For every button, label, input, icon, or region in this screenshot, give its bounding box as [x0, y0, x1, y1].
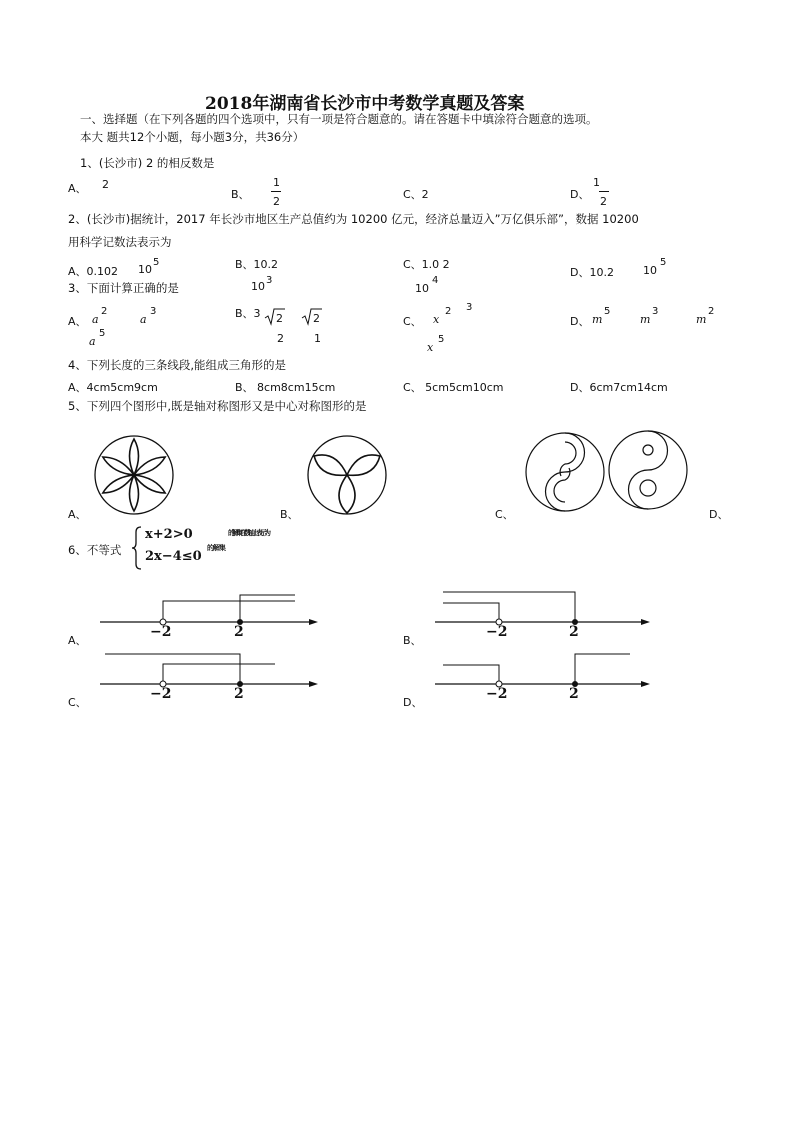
- q3-c-exp3: 5: [438, 334, 445, 345]
- q5-option-c: C、: [495, 508, 514, 521]
- q3-d-label: D、: [570, 315, 590, 328]
- q2-d-label: D、10.2: [570, 266, 614, 279]
- q3-b-label: B、3: [235, 307, 261, 320]
- q6-tail-overlap-2: 的解集: [207, 544, 225, 552]
- q1-d-fraction-bar: [599, 191, 609, 192]
- q5-option-a: A、: [68, 508, 87, 521]
- q5-option-b: B、: [280, 508, 299, 521]
- q6-c-tick-left: −2: [150, 686, 172, 702]
- q2-a-exponent: 5: [153, 257, 160, 268]
- q5-figure-d-yinyang-icon: [606, 428, 690, 512]
- q2-c-exponent: 4: [432, 275, 439, 286]
- q5-option-d: D、: [709, 508, 729, 521]
- q3-stem: 3、下面计算正确的是: [68, 281, 179, 295]
- q3-a-term2: a: [140, 313, 147, 326]
- q2-stem-line1: 2、(长沙市)据统计，2017 年长沙市地区生产总值约为 10200 亿元，经济总量迈入”万亿俱乐部”，数据 10200: [68, 212, 639, 226]
- q1-d-label: D、: [570, 188, 590, 201]
- q6-stem: 6、不等式: [68, 543, 122, 557]
- q3-b-radicand1: 2: [276, 312, 283, 325]
- q2-b-label: B、10.2: [235, 258, 279, 271]
- q6-brace-icon: [132, 526, 142, 570]
- q2-stem-line2: 用科学记数法表示为: [68, 235, 172, 249]
- q1-b-numerator: 1: [273, 176, 280, 189]
- q3-d-exp1: 5: [604, 306, 611, 317]
- q2-b-exponent: 3: [266, 275, 273, 286]
- q3-c-variable: x: [433, 313, 440, 326]
- q3-c-variable2: x: [427, 341, 434, 354]
- q5-figure-c-swirl-icon: [523, 430, 607, 514]
- q3-a-label: A、: [68, 315, 87, 328]
- q3-a-exp3: 5: [99, 328, 106, 339]
- q6-tail-overlap-1: 的解集在数轴上表示为: [228, 529, 268, 537]
- q3-c-exp1: 2: [445, 306, 452, 317]
- q3-d-exp2: 3: [652, 306, 659, 317]
- q1-b-fraction-bar: [271, 191, 281, 192]
- q6-d-tick-left: −2: [486, 686, 508, 702]
- section-instructions-line2: 本大 题共12个小题，每小题3分，共36分）: [80, 130, 305, 144]
- q3-c-exp2: 3: [466, 302, 473, 313]
- q1-a-value: 2: [102, 178, 109, 191]
- q6-d-number-line: [435, 651, 655, 691]
- q5-figure-b-trefoil-icon: [305, 433, 389, 517]
- q2-d-exponent: 5: [660, 257, 667, 268]
- q4-option-d: D、6cm7cm14cm: [570, 381, 668, 394]
- q6-option-b: B、: [403, 634, 422, 647]
- q4-option-c: C、 5cm5cm10cm: [403, 381, 504, 394]
- q6-option-a: A、: [68, 634, 87, 647]
- q3-b-coef1: 2: [277, 332, 284, 345]
- q3-d-exp3: 2: [708, 306, 715, 317]
- q6-b-tick-right: 2: [569, 624, 579, 640]
- q6-inequality-2: 2x−4≤0: [145, 549, 202, 564]
- q1-d-denominator: 2: [600, 195, 607, 208]
- q1-option-c: C、2: [403, 188, 429, 201]
- q6-c-tick-right: 2: [234, 686, 244, 702]
- q3-d-term1: m: [592, 313, 603, 326]
- section-instructions-line1: 一、选择题（在下列各题的四个选项中，只有一项是符合题意的。请在答题卡中填涂符合题意的选项。: [80, 112, 598, 126]
- q3-a-term3: a: [89, 335, 96, 348]
- q4-option-b: B、 8cm8cm15cm: [235, 381, 336, 394]
- q2-a-label: A、0.102: [68, 265, 119, 278]
- q2-c-label: C、1.0 2: [403, 258, 450, 271]
- q6-d-tick-right: 2: [569, 686, 579, 702]
- q6-b-number-line: [435, 589, 655, 629]
- q3-d-term3: m: [696, 313, 707, 326]
- q5-stem: 5、下列四个图形中,既是轴对称图形又是中心对称图形的是: [68, 399, 367, 413]
- q2-c-base: 10: [415, 282, 429, 295]
- q1-a-label: A、: [68, 182, 87, 195]
- q6-a-tick-left: −2: [150, 624, 172, 640]
- q3-a-exp1: 2: [101, 306, 108, 317]
- q4-stem: 4、下列长度的三条线段,能组成三角形的是: [68, 358, 286, 372]
- q1-b-label: B、: [231, 188, 250, 201]
- q1-d-numerator: 1: [593, 176, 600, 189]
- q3-d-term2: m: [640, 313, 651, 326]
- q2-b-base: 10: [251, 280, 265, 293]
- q5-figure-a-flower-icon: [92, 433, 176, 517]
- page-title: 2018年湖南省长沙市中考数学真题及答案: [205, 94, 525, 114]
- q6-b-tick-left: −2: [486, 624, 508, 640]
- q3-c-label: C、: [403, 315, 422, 328]
- q6-inequality-1: x+2>0: [145, 527, 193, 542]
- q3-a-exp2: 3: [150, 306, 157, 317]
- q2-d-base: 10: [643, 264, 657, 277]
- q4-option-a: A、4cm5cm9cm: [68, 381, 158, 394]
- q3-b-coef2: 1: [314, 332, 321, 345]
- q6-c-number-line: [100, 652, 320, 692]
- q1-b-denominator: 2: [273, 195, 280, 208]
- q6-option-d: D、: [403, 696, 423, 709]
- q6-a-tick-right: 2: [234, 624, 244, 640]
- q6-a-number-line: [100, 592, 320, 632]
- q3-b-radicand2: 2: [313, 312, 320, 325]
- q3-a-term1: a: [92, 313, 99, 326]
- q6-option-c: C、: [68, 696, 87, 709]
- q1-stem: 1、(长沙市) 2 的相反数是: [80, 156, 215, 170]
- q2-a-base: 10: [138, 263, 152, 276]
